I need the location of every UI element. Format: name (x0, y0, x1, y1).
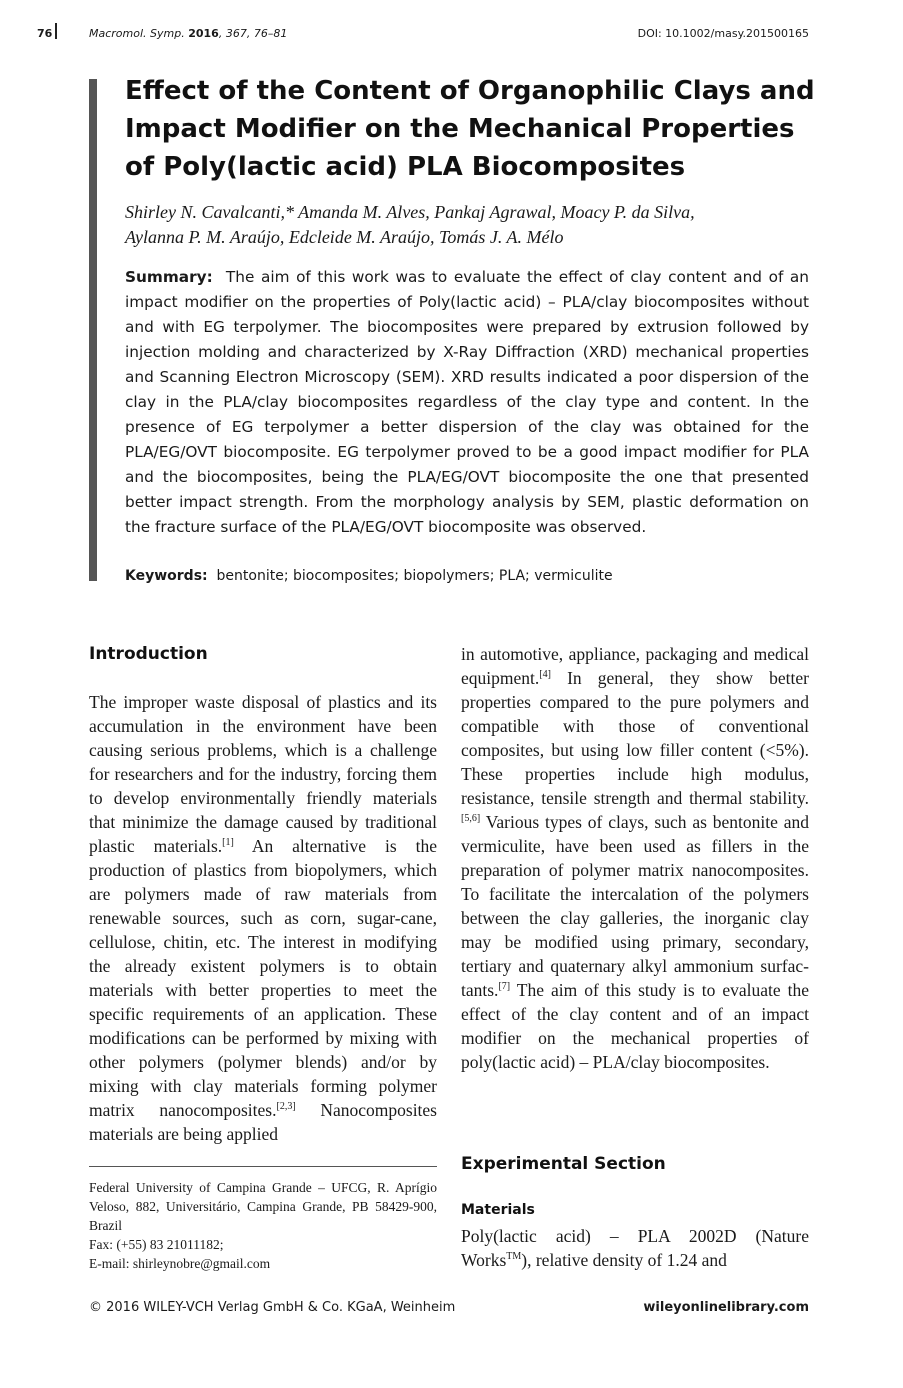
author-list (125, 200, 815, 250)
abstract-sidebar-bar (89, 79, 97, 581)
keywords (125, 566, 809, 586)
intro-text-6: Various types of clays, such as bentonite and vermiculite, have been used as fillers in the preparation of polymer matrix nanocomposites. To facilitate the intercalation of the polymers between the clay galleries, the inorganic clay may be modified using primary, secondary, tertiary and quaternary alkyl ammonium surfac-tants. (461, 812, 809, 1000)
experimental-section-heading: Experimental Section (461, 1154, 666, 1174)
intro-text-1: The improper waste disposal of plastics and its accumulation in the environment have been causing serious problems, which is a challenge for researchers and for the industry, forcing them to develop environmentally friendly materials that minimize the damage caused by traditional plastic materials. (89, 692, 437, 856)
citation-5-6[interactable]: [5,6] (461, 813, 481, 825)
trademark: TM (506, 1251, 522, 1263)
journal-year: 2016 (188, 27, 219, 40)
summary-text: The aim of this work was to evaluate the effect of clay content and of an impact modifier on the properties of Poly(lactic acid) – PLA/clay biocomposites without and with EG terpolymer. The biocomposites were prepared by extrusion followed by injection molding and characterized by X-Ray Diffraction (XRD) mechanical properties and Scanning Electron Microscopy (SEM). XRD results indicated a poor dispersion of the clay in the PLA/clay biocomposites regardless of the clay type and content. In the presence of EG terpolymer a better dispersion of the clay was obtained for the PLA/EG/OVT biocomposite. EG terpolymer proved to be a good impact modifier for PLA and the biocomposites, being the PLA/EG/OVT biocomposite the one that presented better impact strength. From the morphology analysis by SEM, plastic deformation on the fracture surface of the PLA/EG/OVT biocomposite was observed. (125, 268, 809, 536)
keywords-text: bentonite; biocomposites; biopolymers; PLA; vermiculite (216, 568, 613, 584)
materials-heading: Materials (461, 1202, 535, 1218)
copyright-notice: © 2016 WILEY-VCH Verlag GmbH & Co. KGaA, Weinheim (89, 1300, 456, 1315)
header-separator (55, 23, 57, 39)
journal-name: Macromol. Symp. (89, 27, 185, 40)
affiliation-footnote (89, 1178, 437, 1273)
intro-text-3: Nanocomposites materials are being applied (89, 1100, 437, 1144)
journal-volume-pages: , 367, 76–81 (218, 27, 288, 40)
summary (125, 265, 809, 540)
introduction-paragraph-2 (461, 642, 809, 1074)
intro-text-4: in automotive, appliance, packaging and medical equipment. (461, 644, 809, 688)
doi: DOI: 10.1002/masy.201500165 (637, 27, 809, 40)
summary-label: Summary: (125, 268, 213, 286)
affiliation-address: Federal University of Campina Grande – UFCG, R. Aprígio Veloso, 882, Universitário, Campina Grande, PB 58429-900, Brazil (89, 1180, 437, 1233)
introduction-heading: Introduction (89, 644, 208, 664)
materials-text-1: Poly(lactic acid) – PLA 2002D (Nature Works (461, 1226, 809, 1270)
article-title: Effect of the Content of Organophilic Clays and Impact Modifier on the Mechanical Properties of Poly(lactic acid) PLA Biocomposites (125, 76, 815, 182)
authors-line-2: Aylanna P. M. Araújo, Edcleide M. Araújo, Tomás J. A. Mélo (125, 227, 564, 247)
affiliation-email: E-mail: shirleynobre@gmail.com (89, 1256, 271, 1271)
page-number: 76 (37, 27, 53, 40)
keywords-label: Keywords: (125, 568, 208, 584)
intro-text-2: An alternative is the production of plastics from biopolymers, which are polymers made of raw materials from renewable sources, such as corn, sugar-cane, cellulose, chitin, etc. The interest in modifying the already existent polymers is to obtain materials with better properties to meet the specific requirements of an application. These modifications can be performed by mixing with other polymers (polymer blends) and/or by mixing with clay materials forming polymer matrix nanocomposites. (89, 836, 437, 1120)
publisher-site-link[interactable]: wileyonlinelibrary.com (643, 1300, 809, 1315)
intro-text-7: The aim of this study is to evaluate the effect of the clay content and of an impact modifier on the mechanical properties of poly(lactic acid) – PLA/clay biocomposites. (461, 980, 809, 1072)
materials-text-2: ), relative density of 1.24 and (521, 1250, 727, 1270)
intro-text-5: In general, they show better properties compared to the pure polymers and compatible with those of conventional composites, but using low filler content (<5%). These properties include high modulus, resistance, tensile strength and thermal stability. (461, 668, 809, 808)
introduction-paragraph-1 (89, 690, 437, 1146)
citation-1[interactable]: [1] (222, 837, 234, 849)
citation-2-3[interactable]: [2,3] (276, 1101, 296, 1113)
authors-line-1: Shirley N. Cavalcanti,* Amanda M. Alves, Pankaj Agrawal, Moacy P. da Silva, (125, 202, 695, 222)
journal-citation (89, 27, 287, 40)
materials-paragraph (461, 1224, 809, 1272)
footnote-divider (89, 1166, 437, 1167)
citation-4[interactable]: [4] (539, 669, 551, 681)
affiliation-fax: Fax: (+55) 83 21011182; (89, 1237, 224, 1252)
citation-7[interactable]: [7] (498, 981, 511, 993)
